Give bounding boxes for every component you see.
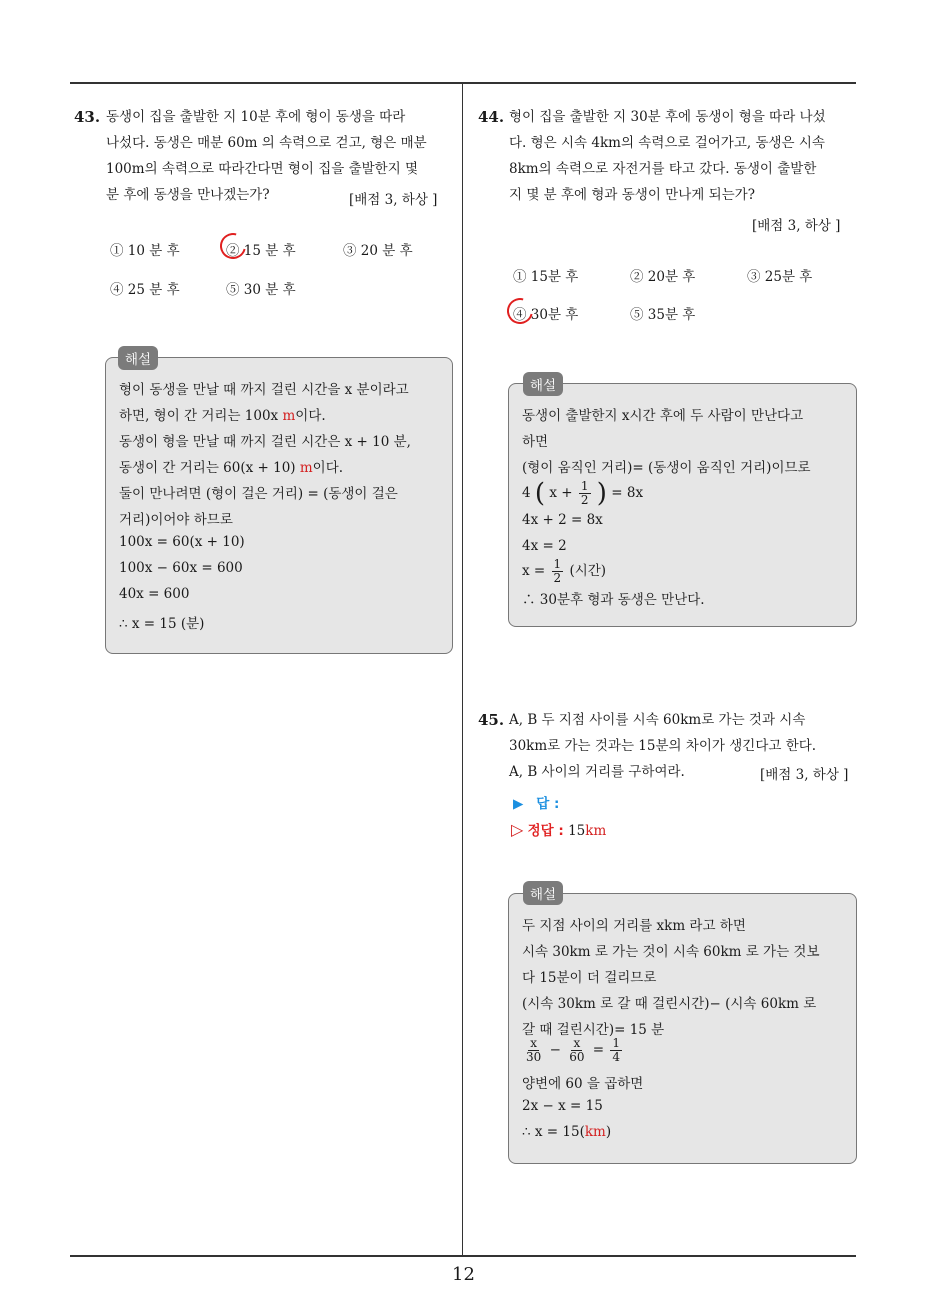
solution-line: 동생이 간 거리는 60(x + 10) m이다.: [119, 460, 344, 476]
option-1[interactable]: ① 15분 후: [513, 269, 579, 285]
question-number: 44.: [478, 108, 505, 126]
solution-line: 40x = 600: [119, 586, 190, 602]
solution-tag: 해설: [523, 372, 563, 396]
top-rule: [70, 82, 856, 84]
solution-line: 양변에 60 을 곱하면: [522, 1076, 644, 1092]
play-arrow-icon: ▶: [513, 796, 524, 812]
solution-equation: 4 ( x + $\frac{1}{2}$ ) = 8x: [522, 478, 644, 509]
option-4[interactable]: ④ 25 분 후: [110, 282, 180, 298]
outline-arrow-icon: ▷: [511, 820, 524, 839]
fraction: $\frac{1}{4}$: [612, 1036, 621, 1064]
solution-line: 동생이 출발한지 x시간 후에 두 사람이 만난다고: [522, 408, 804, 424]
option-5[interactable]: ⑤ 35분 후: [630, 307, 696, 323]
option-1[interactable]: ① 10 분 후: [110, 243, 180, 259]
correct-answer-value: 15: [568, 823, 586, 839]
question-line: A, B 두 지점 사이를 시속 60km로 가는 것과 시속: [509, 712, 806, 728]
solution-box: [508, 383, 857, 627]
solution-equation: $\frac{x}{30}$ − $\frac{x}{60}$ = $\frac{1}{4}$: [526, 1036, 621, 1064]
solution-box: [105, 357, 453, 654]
score-label: [배점 3, 하상 ]: [752, 218, 841, 234]
answer-label: 답 :: [536, 796, 560, 812]
bottom-rule: [70, 1255, 856, 1257]
solution-line: (형이 움직인 거리)= (동생이 움직인 거리)이므로: [522, 460, 811, 476]
question-text: [509, 104, 857, 208]
fraction: $\frac{1}{2}$: [553, 557, 562, 585]
solution-tag: 해설: [118, 346, 158, 370]
question-line: 동생이 집을 출발한 지 10분 후에 형이 동생을 따라: [106, 109, 406, 125]
question-number: 45.: [478, 711, 505, 729]
question-line: 다. 형은 시속 4km의 속력으로 걸어가고, 동생은 시속: [509, 135, 825, 151]
solution-line: 동생이 형을 만날 때 까지 걸린 시간은 x + 10 분,: [119, 434, 411, 450]
solution-line: ∴ 30분후 형과 동생은 만난다.: [522, 592, 705, 608]
solution-line: 거리)이어야 하므로: [119, 512, 233, 528]
option-3[interactable]: ③ 20 분 후: [343, 243, 413, 259]
solution-line: 하면: [522, 434, 549, 450]
question-line: 나섰다. 동생은 매분 60m 의 속력으로 걷고, 형은 매분: [106, 135, 427, 151]
solution-equation: x = $\frac{1}{2}$ (시간): [522, 557, 607, 585]
score-label: [배점 3, 하상 ]: [349, 192, 438, 208]
solution-line: 갈 때 걸린시간)= 15 분: [522, 1022, 665, 1038]
score-label: [배점 3, 하상 ]: [760, 767, 849, 783]
solution-box: [508, 893, 857, 1164]
solution-line: 둘이 만나려면 (형이 걸은 거리) = (동생이 걸은: [119, 486, 398, 502]
solution-line: 다 15분이 더 걸리므로: [522, 970, 657, 986]
question-line: 분 후에 동생을 만나겠는가?: [106, 187, 270, 203]
option-4[interactable]: ④ 30분 후: [513, 307, 579, 323]
option-5[interactable]: ⑤ 30 분 후: [226, 282, 296, 298]
question-line: A, B 사이의 거리를 구하여라.: [509, 764, 685, 780]
fraction: $\frac{x}{60}$: [569, 1036, 585, 1064]
solution-line: 형이 동생을 만날 때 까지 걸린 시간을 x 분이라고: [119, 382, 409, 398]
option-2[interactable]: ② 15 분 후: [226, 243, 296, 259]
question-line: 30km로 가는 것과는 15분의 차이가 생긴다고 한다.: [509, 738, 817, 754]
question-line: 형이 집을 출발한 지 30분 후에 동생이 형을 따라 나섰: [509, 109, 826, 125]
solution-line: 4x = 2: [522, 538, 567, 554]
answer-circle-mark: [502, 293, 538, 329]
solution-line: 하면, 형이 간 거리는 100x m이다.: [119, 408, 326, 424]
solution-tag: 해설: [523, 881, 563, 905]
question-line: 8km의 속력으로 자전거를 타고 갔다. 동생이 출발한: [509, 161, 817, 177]
correct-answer-unit: km: [585, 823, 607, 839]
solution-line: ∴ x = 15 (분): [119, 616, 205, 632]
question-number: 43.: [74, 108, 101, 126]
answer-row: [513, 792, 559, 812]
solution-line: (시속 30km 로 갈 때 걸린시간)− (시속 60km 로: [522, 996, 817, 1012]
option-2[interactable]: ② 20분 후: [630, 269, 696, 285]
option-3[interactable]: ③ 25분 후: [747, 269, 813, 285]
page-number: 12: [452, 1264, 475, 1285]
fraction: $\frac{x}{30}$: [526, 1036, 542, 1064]
correct-answer-label: 정답 :: [527, 823, 564, 839]
solution-line: 100x = 60(x + 10): [119, 534, 245, 550]
fraction: $\frac{1}{2}$: [580, 479, 589, 507]
solution-line: 두 지점 사이의 거리를 xkm 라고 하면: [522, 918, 746, 934]
solution-line: 4x + 2 = 8x: [522, 512, 603, 528]
solution-line: 100x − 60x = 600: [119, 560, 243, 576]
solution-line: ∴ x = 15(km): [522, 1124, 612, 1140]
solution-line: 2x − x = 15: [522, 1098, 603, 1114]
solution-line: 시속 30km 로 가는 것이 시속 60km 로 가는 것보: [522, 944, 820, 960]
question-line: 100m의 속력으로 따라간다면 형이 집을 출발한지 몇: [106, 161, 419, 177]
question-line: 지 몇 분 후에 형과 동생이 만나게 되는가?: [509, 187, 755, 203]
column-divider: [462, 83, 463, 1256]
correct-answer-row: [511, 819, 606, 839]
